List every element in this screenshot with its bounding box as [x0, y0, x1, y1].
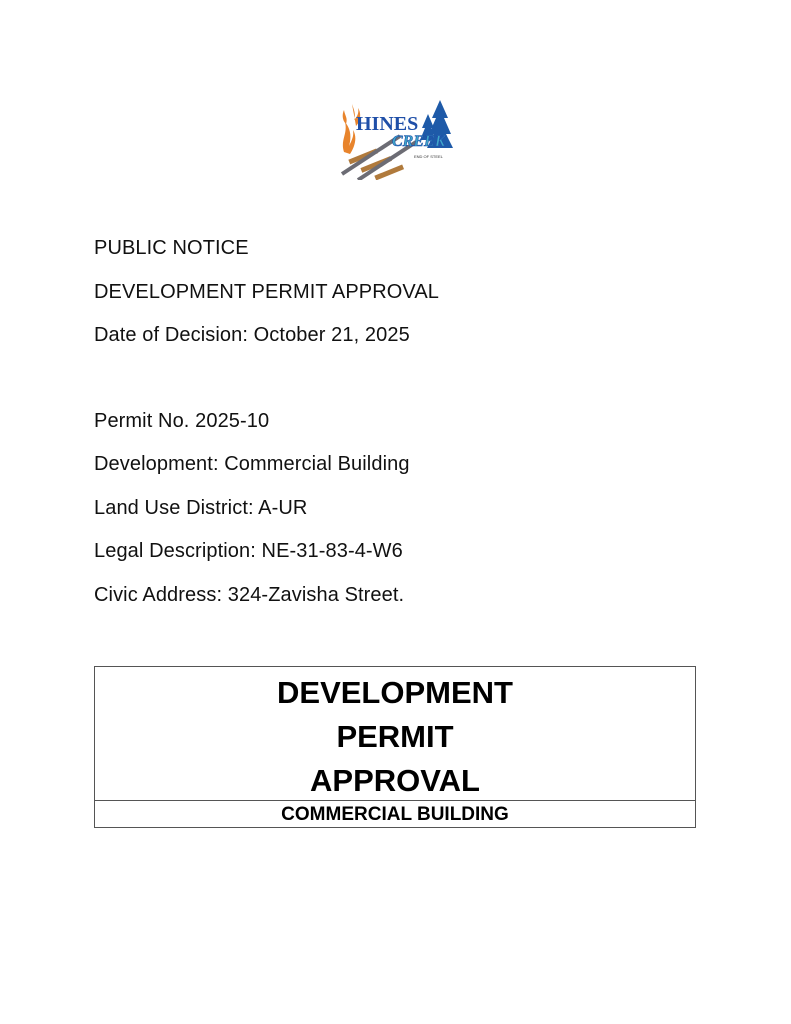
civic-address: Civic Address: 324-Zavisha Street. [94, 584, 405, 606]
hines-creek-logo [336, 96, 456, 180]
legal-description: Legal Description: NE-31-83-4-W6 [94, 540, 403, 562]
permit-number: Permit No. 2025-10 [94, 410, 270, 432]
permit-approval-subheading: DEVELOPMENT PERMIT APPROVAL [94, 281, 440, 303]
approval-title-line-2: PERMIT [336, 719, 454, 754]
approval-title [95, 667, 695, 801]
svg-text:HINES: HINES [356, 113, 419, 135]
approval-box [94, 666, 696, 828]
svg-text:CREEK: CREEK [392, 133, 446, 150]
approval-subtitle: COMMERCIAL BUILDING [281, 804, 509, 825]
approval-title-line-1: DEVELOPMENT [277, 675, 513, 710]
decision-date: Date of Decision: October 21, 2025 [94, 324, 410, 346]
logo-graphic [336, 96, 456, 180]
svg-text:END OF STEEL: END OF STEEL [414, 154, 443, 159]
public-notice-heading: PUBLIC NOTICE [94, 237, 249, 259]
land-use-district: Land Use District: A-UR [94, 497, 308, 519]
approval-title-line-3: APPROVAL [310, 763, 480, 798]
development-type: Development: Commercial Building [94, 453, 410, 475]
